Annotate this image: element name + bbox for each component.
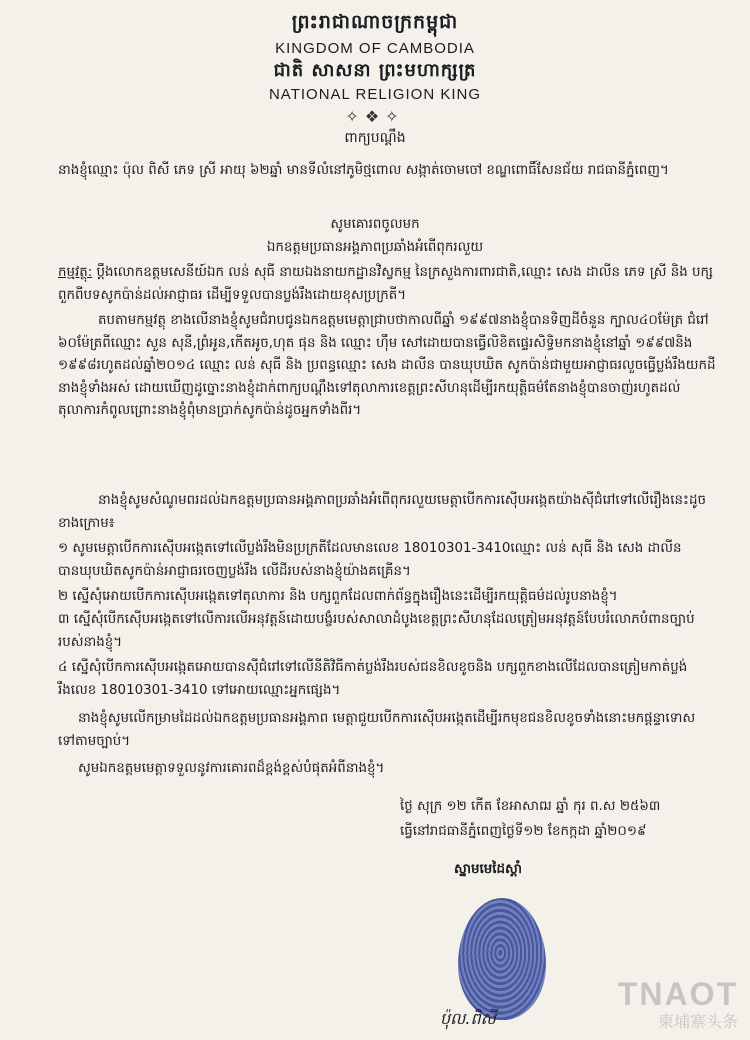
place-date: ធ្វើនៅរាជធានីភ្នំពេញថ្ងៃទី១២ ខែកក្កដា ឆ្នាំ២០១៩ bbox=[400, 824, 647, 839]
thumbprint-image bbox=[458, 898, 546, 1020]
watermark bbox=[618, 976, 738, 1032]
subject-text: ប្ដឹងលោកឧត្ដមសេនីយ៍ឯក លន់ សុធី នាយឯងនាយកដ្ឋានវិស្វកម្ម នៃក្រសួងការពារជាតិ,ឈ្មោះ សេង ដាលីន ភេទ ស្រី និង បក្សពួកពីបទសូកប៉ាន់ដល់អាជ្ញាធរ ដើម្បីទទួលបានប្លង់រឹងដោយខុសប្រក្រតី។ bbox=[58, 265, 714, 303]
salutation: សូមគោរពចូលមក bbox=[330, 217, 420, 232]
kingdom-title-kh: ព្រះរាជាណាចក្រកម្ពុជា bbox=[291, 11, 459, 33]
body-paragraph-1: តបតាមកម្មវត្ថុ ខាងលើនាងខ្ញុំសូមជំរាបជូនឯកឧត្តមមេត្តាជ្រាបថាកាលពីឆ្នាំ ១៩៩៧នាងខ្ញុំបានទិញដីចំនួន ក្បាល៤០ម៉ែត្រ ជំរៅ ៦០ម៉ែត្រពីឈ្មោះ សួន សុនី,ព្រំអូន,កើតអូច,ហុត ផុន និង ឈ្មោះ ហ៊ឹម សៅដោយបានធ្វើលិខិតផ្ទេរសិទ្ធិមកនាងខ្ញុំនៅឆ្នាំ ១៩៩៧និង ១៩៩៨រហូតដល់ឆ្នាំ២០១៤ ឈ្មោះ លន់ សុធី និង ប្រពន្ធឈ្មោះ សេង ដាលីន បានឃុបឃិត សូកប៉ាន់ជាមួយអាជ្ញាធរលួចធ្វើប្លង់រឹងយកដីនាងខ្ញុំទាំងអស់ ដោយឃើញដូច្នោះនាងខ្ញុំដាក់ពាក្យបណ្ដឹងទៅតុលាការខេត្តព្រះសីហនុដើម្បីរកយុត្តិធម៌តែនាងខ្ញុំបានចាញ់រហូតដល់តុលាការកំពូលព្រោះនាងខ្ញុំពុំមានប្រាក់សូកប៉ាន់ដូចអ្នកទាំងពីរ។ bbox=[58, 313, 716, 418]
body-paragraph-2: នាងខ្ញុំសូមសំណូមពរដល់ឯកឧត្តមប្រធានអង្គភាពប្រឆាំងអំពើពុករលួយមេត្តាបើកការស៊ើបអង្កេតយ៉ាងស៊ីជំរៅទៅលើរឿងនេះដូចខាងក្រោម៖ bbox=[58, 493, 706, 531]
watermark-sub: 柬埔寨头条 bbox=[657, 1012, 738, 1031]
lunar-date: ថ្ងៃ សុក្រ ១២ កើត ខែអាសាឍ ឆ្នាំ កុរ ព.ស ២៥៦៣ bbox=[400, 799, 661, 814]
addressee: ឯកឧត្ដមប្រធានអង្គភាពប្រឆាំងអំពើពុករលួយ bbox=[266, 240, 484, 255]
request-item-1: ១ សូមមេត្តាបើកការស៊ើបអង្កេតទៅលើប្លង់រឹងមិនប្រក្រតីដែលមានលេខ 18010301-3410ឈ្មោះ លន់ សុធី និង សេង ដាលីន បានឃុបឃិតសូកប៉ាន់អាជ្ញាធរចេញប្លង់រឹង លើដីរបស់នាងខ្ញុំយ៉ាងគគ្រើន។ bbox=[58, 541, 682, 579]
motto-en: NATIONAL RELIGION KING bbox=[268, 86, 482, 103]
request-item-3: ៣ ស្នើសុំបើកស៊ើបអង្កេតទៅលើការលើអនុវត្តន៍ដោយបង្ខំរបស់សាលាដំបូងខេត្តព្រះសីហនុដែលត្រៀមអនុវត្តន៍បែបរំលោភបំពានច្បាប់របស់នាងខ្ញុំ។ bbox=[58, 612, 695, 650]
request-item-4: ៤ ស្នើសុំបើកការស៊ើបអង្កេតអោយបានស៊ីជំរៅទៅលើនីតិវិធីកាត់ប្លង់រឹងរបស់ជនខិលខូចនិង បក្សពួកខាងលើដែលបានត្រៀមកាត់ប្លង់រឹងលេខ 18010301-3410 ទៅអោយឈ្មោះអ្នកផ្សេង។ bbox=[58, 660, 688, 698]
closing-paragraph-1: នាងខ្ញុំសូមលើកម្រាមដៃដល់ឯកឧត្តមប្រធានអង្គភាព មេត្តាជួយបើកការស៊ើបអង្កេតដើម្បីរកមុខជនខិលខូចទាំងនោះមកផ្ដន្ទាទោសទៅតាមច្បាប់។ bbox=[58, 711, 696, 749]
signature-name: ប៉ុល.ពិសី bbox=[440, 1009, 496, 1028]
subject-paragraph bbox=[58, 262, 718, 307]
watermark-brand: TNAOT bbox=[617, 976, 738, 1012]
closing-paragraph-2: សូមឯកឧត្តមមេត្តាទទួលនូវការគោរពដ៏ខ្ពង់ខ្ពស់បំផុតអំពីនាងខ្ញុំ។ bbox=[78, 761, 385, 776]
subject-label: កម្មវត្ថុ: bbox=[58, 265, 93, 280]
kingdom-title-en: KINGDOM OF CAMBODIA bbox=[275, 40, 475, 57]
intro-paragraph: នាងខ្ញុំឈ្មោះ ប៉ុល ពិសី ភេទ ស្រី អាយុ ៦២ឆ្នាំ មានទីលំនៅភូមិថ្មពោល សង្កាត់ចោមចៅ ខណ្ឌពោធិ៍សែនជ័យ រាជធានីភ្នំពេញ។ bbox=[58, 163, 669, 178]
header-ornament: ✧❖✧ bbox=[345, 107, 405, 126]
document-title: ពាក្យបណ្ដឹង bbox=[344, 130, 406, 146]
request-item-2: ២ ស្នើសុំអោយបើកការស៊ើបអង្កេតទៅតុលាការ និង បក្សពួកដែលពាក់ព័ន្ធក្នុងរឿងនេះដើម្បីរកយុត្តិធម៌ដល់រូបនាងខ្ញុំ។ bbox=[58, 589, 618, 604]
thumbprint-label: ស្នាមមេដៃស្ដាំ bbox=[454, 862, 522, 877]
motto-kh: ជាតិ សាសនា ព្រះមហាក្សត្រ bbox=[273, 60, 477, 81]
